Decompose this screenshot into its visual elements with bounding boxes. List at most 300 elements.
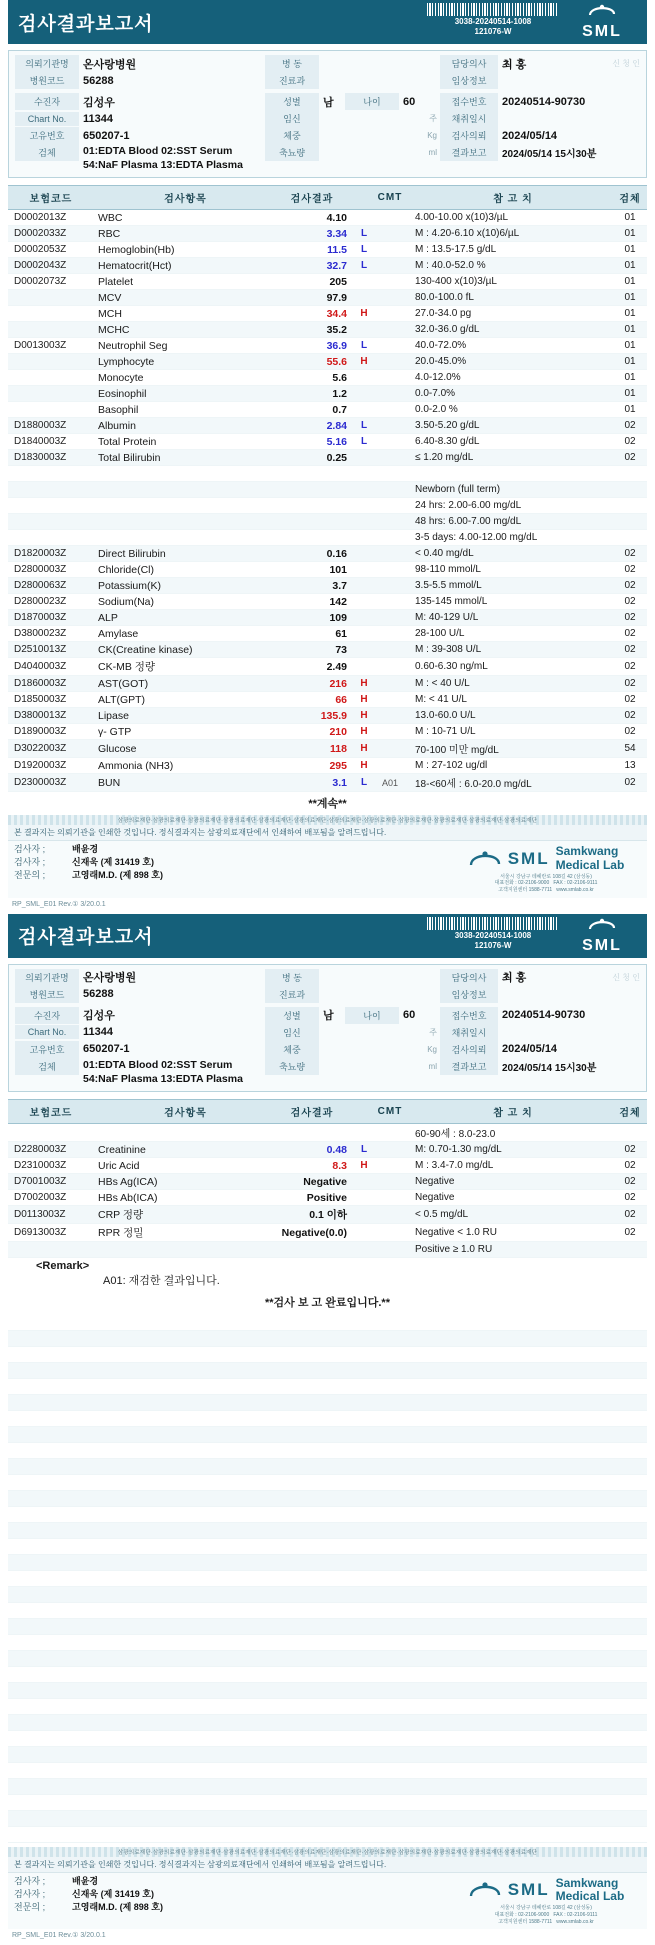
cell-ref: 20.0-45.0% — [405, 354, 613, 370]
footer-value-1: 신재욱 (제 31419 호) — [72, 857, 154, 868]
cell-flag — [353, 610, 375, 626]
cell-code — [8, 386, 90, 402]
table-row — [8, 514, 647, 530]
footer-logo-name — [556, 845, 625, 871]
cell-result: 295 — [275, 758, 353, 774]
cell-flag — [353, 514, 375, 530]
footer-signatures — [14, 843, 451, 894]
cell-code — [8, 402, 90, 418]
cell-result: 0.7 — [275, 402, 353, 418]
cell-cmt — [375, 676, 405, 692]
label-chart-no-2: Chart No. — [15, 1025, 79, 1039]
cell-name: Total Protein — [90, 434, 275, 450]
cell-cmt — [375, 226, 405, 242]
cell-flag: H — [353, 676, 375, 692]
cell-result: 55.6 — [275, 354, 353, 370]
results-header-row-2 — [8, 1100, 647, 1124]
cell-ref: 0.0-7.0% — [405, 386, 613, 402]
cell-spec: 01 — [613, 210, 647, 226]
cell-ref: ≤ 1.20 mg/dL — [405, 450, 613, 466]
cell-code: D3022003Z — [8, 740, 90, 758]
barcode-number-p2: 3038-20240514-1008 — [454, 930, 532, 940]
cell-name: γ- GTP — [90, 724, 275, 740]
cell-result: 0.16 — [275, 546, 353, 562]
blank-row — [8, 1394, 647, 1410]
footer-value-1-2: 신재욱 (제 31419 호) — [72, 1888, 154, 1899]
cell-code: D0002053Z — [8, 242, 90, 258]
cell-flag — [353, 402, 375, 418]
cell-cmt — [375, 642, 405, 658]
label-request-date-2: 검사의뢰 — [440, 1041, 498, 1058]
blank-row — [8, 1794, 647, 1810]
label-hospital-code-2: 병원코드 — [15, 986, 79, 1003]
cell-result: 4.10 — [275, 210, 353, 226]
label-accession-2: 접수번호 — [440, 1007, 498, 1024]
cell-ref: M : < 40 U/L — [405, 676, 613, 692]
cell-ref: 4.00-10.00 x(10)3/µL — [405, 210, 613, 226]
cell-ref: M : 10-71 U/L — [405, 724, 613, 740]
value-reg-no-2: 650207-1 — [83, 1043, 130, 1056]
cell-code: D1880003Z — [8, 418, 90, 434]
footer-logo — [451, 843, 641, 894]
cell-name: Sodium(Na) — [90, 594, 275, 610]
blank-row — [8, 1666, 647, 1682]
cell-code: D2280003Z — [8, 1142, 90, 1158]
cell-spec: 13 — [613, 758, 647, 774]
cell-cmt — [375, 274, 405, 290]
footer-line-2-2 — [14, 1901, 451, 1914]
table-row — [8, 676, 647, 692]
cell-name: ALP — [90, 610, 275, 626]
value-request-date-2: 2024/05/14 — [502, 1043, 558, 1056]
cell-name: Glucose — [90, 740, 275, 758]
col-flag-2 — [353, 1100, 375, 1124]
cell-name: Monocyte — [90, 370, 275, 386]
label-urine-volume: 축뇨량 — [265, 144, 319, 161]
label-reg-no: 고유번호 — [15, 127, 79, 144]
cell-name: Lipase — [90, 708, 275, 724]
cell-ref: 3.5-5.5 mmol/L — [405, 578, 613, 594]
cell-ref: Negative — [405, 1190, 613, 1206]
cell-result: 73 — [275, 642, 353, 658]
footer-address: 서울시 강남구 테헤란로 108길 42 (삼성동) 대표전화 : 02-2106-9000 FAX : 02-2106-9111 고객지원센터 1588-7711 www.smlab.co.kr — [494, 873, 598, 894]
cell-flag: L — [353, 434, 375, 450]
cell-code — [8, 370, 90, 386]
results-body-page2 — [8, 1124, 647, 1258]
cell-result: 36.9 — [275, 338, 353, 354]
cell-code: D0013003Z — [8, 338, 90, 354]
table-row — [8, 306, 647, 322]
cell-name — [90, 466, 275, 482]
cell-result: 2.84 — [275, 418, 353, 434]
col-result-2: 검사결과 — [275, 1100, 353, 1124]
cell-result: 8.3 — [275, 1158, 353, 1174]
sml-swirl-icon-footer-2 — [468, 1880, 502, 1900]
cell-flag — [353, 530, 375, 546]
label-sex-2: 성별 — [265, 1007, 319, 1024]
value-age-2: 60 — [403, 1009, 416, 1022]
footer-revision-2: RP_SML_E01 Rev.① 3/20.0.1 — [12, 1932, 106, 1940]
value-doctor: 최 홍 — [502, 58, 527, 71]
cell-ref: M: 0.70-1.30 mg/dL — [405, 1142, 613, 1158]
table-row — [8, 546, 647, 562]
cell-flag: L — [353, 774, 375, 792]
cell-ref: < 0.5 mg/dL — [405, 1206, 613, 1224]
cell-cmt — [375, 370, 405, 386]
cell-code: D2800063Z — [8, 578, 90, 594]
cell-ref: 70-100 미만 mg/dL — [405, 740, 613, 758]
cell-code: D2310003Z — [8, 1158, 90, 1174]
blank-row — [8, 1330, 647, 1346]
blank-row — [8, 1458, 647, 1474]
blank-row — [8, 1714, 647, 1730]
cell-result: 0.1 이하 — [275, 1206, 353, 1224]
cell-ref: M : 40.0-52.0 % — [405, 258, 613, 274]
table-row — [8, 290, 647, 306]
cell-ref: M : 3.4-7.0 mg/dL — [405, 1158, 613, 1174]
table-row — [8, 1158, 647, 1174]
cell-spec: 02 — [613, 562, 647, 578]
blank-row — [8, 1650, 647, 1666]
cell-cmt — [375, 740, 405, 758]
cell-code: D1820003Z — [8, 546, 90, 562]
cell-name: Potassium(K) — [90, 578, 275, 594]
cell-flag — [353, 1190, 375, 1206]
blank-row — [8, 1490, 647, 1506]
cell-flag — [353, 1206, 375, 1224]
blank-row — [8, 1474, 647, 1490]
cell-spec: 02 — [613, 692, 647, 708]
remark-label: <Remark> — [36, 1260, 90, 1273]
cell-code: D2800003Z — [8, 562, 90, 578]
label-weight-2: 체중 — [265, 1041, 319, 1058]
cell-flag: H — [353, 692, 375, 708]
cell-ref: 13.0-60.0 U/L — [405, 708, 613, 724]
cell-flag — [353, 322, 375, 338]
title-bar — [8, 0, 647, 44]
cell-cmt — [375, 610, 405, 626]
cell-ref: 3.50-5.20 g/dL — [405, 418, 613, 434]
table-row — [8, 418, 647, 434]
cell-name: Direct Bilirubin — [90, 546, 275, 562]
cell-spec: 02 — [613, 676, 647, 692]
label-ward: 병 동 — [265, 55, 319, 72]
col-spec: 검체 — [613, 186, 647, 210]
value-sex-2: 남 — [323, 1010, 334, 1023]
table-row — [8, 210, 647, 226]
cell-result — [275, 514, 353, 530]
table-row — [8, 740, 647, 758]
footer-strip-2: 삼광의료재단·삼광의료재단·삼광의료재단·삼광의료재단·삼광의료재단·삼광의료재단·삼광의료재단·삼광의료재단·삼광의료재단·삼광의료재단·삼광의료재단·삼광의료재단 — [8, 1847, 647, 1857]
cell-flag — [353, 450, 375, 466]
footer-value-0: 배윤경 — [72, 844, 99, 855]
value-institution: 온사랑병원 — [83, 58, 137, 71]
cell-name: Platelet — [90, 274, 275, 290]
value-request-date: 2024/05/14 — [502, 129, 558, 142]
cell-spec: 02 — [613, 1158, 647, 1174]
cell-cmt — [375, 322, 405, 338]
cell-code — [8, 1124, 90, 1142]
cell-name: HBs Ab(ICA) — [90, 1190, 275, 1206]
label-dept-2: 진료과 — [265, 986, 319, 1003]
cell-spec: 01 — [613, 258, 647, 274]
blank-row — [8, 1826, 647, 1842]
label-pregnant: 임신 — [265, 110, 319, 127]
cell-name: CK-MB 정량 — [90, 658, 275, 676]
cell-result — [275, 466, 353, 482]
cell-code: D3800013Z — [8, 708, 90, 724]
results-body-page1 — [8, 210, 647, 792]
cell-result: 1.2 — [275, 386, 353, 402]
cell-flag — [353, 498, 375, 514]
cell-code — [8, 482, 90, 498]
cell-code — [8, 498, 90, 514]
cell-name: Basophil — [90, 402, 275, 418]
cell-spec: 02 — [613, 546, 647, 562]
cell-spec: 01 — [613, 354, 647, 370]
cell-spec: 02 — [613, 642, 647, 658]
cell-flag — [353, 1174, 375, 1190]
table-row — [8, 610, 647, 626]
cell-ref: 3-5 days: 4.00-12.00 mg/dL — [405, 530, 613, 546]
table-row — [8, 1224, 647, 1242]
label-sign: 신 청 인 — [612, 59, 640, 68]
value-hospital-code-2: 56288 — [83, 988, 114, 1001]
unit-pregnant: 주 — [429, 114, 437, 123]
label-collected: 채취일시 — [440, 110, 498, 127]
col-code-2: 보험코드 — [8, 1100, 90, 1124]
cell-code: D0002013Z — [8, 210, 90, 226]
cell-name: Hematocrit(Hct) — [90, 258, 275, 274]
sml-swirl-icon — [587, 2, 617, 18]
report-page-2 — [0, 914, 655, 1945]
cell-name — [90, 1124, 275, 1142]
unit-pregnant-2: 주 — [429, 1027, 437, 1037]
cell-flag — [353, 626, 375, 642]
cell-ref: 27.0-34.0 pg — [405, 306, 613, 322]
blank-row — [8, 1778, 647, 1794]
cell-name: Amylase — [90, 626, 275, 642]
cell-name — [90, 1242, 275, 1258]
cell-name: Albumin — [90, 418, 275, 434]
blank-row — [8, 1378, 647, 1394]
cell-name: CK(Creatine kinase) — [90, 642, 275, 658]
col-ref-2: 참 고 치 — [405, 1100, 613, 1124]
footer-signatures-2 — [14, 1875, 451, 1926]
sml-logo-icon-2 — [567, 916, 637, 955]
label-institution: 의뢰기관명 — [15, 55, 79, 72]
label-age-2: 나이 — [345, 1007, 399, 1024]
cell-name: AST(GOT) — [90, 676, 275, 692]
label-accession: 접수번호 — [440, 93, 498, 110]
cell-spec: 02 — [613, 418, 647, 434]
cell-spec — [613, 530, 647, 546]
blank-row — [8, 1346, 647, 1362]
unit-weight-2: Kg — [427, 1044, 437, 1054]
cell-ref: 48 hrs: 6.00-7.00 mg/dL — [405, 514, 613, 530]
table-row — [8, 1190, 647, 1206]
footer-logo-name1-2: Samkwang — [555, 1875, 619, 1890]
barcode-image-2 — [427, 917, 559, 930]
blank-rows — [8, 1314, 647, 1842]
cell-flag: H — [353, 708, 375, 724]
cell-result: Positive — [275, 1190, 353, 1206]
cell-spec: 01 — [613, 402, 647, 418]
blank-row — [8, 1762, 647, 1778]
table-row — [8, 1142, 647, 1158]
label-ward-2: 병 동 — [265, 969, 319, 986]
label-patient-2: 수진자 — [15, 1007, 79, 1024]
cell-code: D1850003Z — [8, 692, 90, 708]
label-doctor-2: 담당의사 — [440, 969, 498, 986]
blank-row — [8, 1618, 647, 1634]
cell-cmt — [375, 434, 405, 450]
cell-code: D4040003Z — [8, 658, 90, 676]
footer-value-0-2: 배윤경 — [72, 1875, 99, 1886]
cell-spec: 02 — [613, 434, 647, 450]
label-clinical-info-2: 임상정보 — [440, 986, 498, 1003]
table-row — [8, 450, 647, 466]
cell-cmt — [375, 482, 405, 498]
sml-swirl-icon-footer — [468, 849, 502, 869]
label-sex: 성별 — [265, 93, 319, 110]
cell-name: Ammonia (NH3) — [90, 758, 275, 774]
blank-row — [8, 1730, 647, 1746]
cell-code — [8, 290, 90, 306]
cell-spec: 02 — [613, 450, 647, 466]
cell-ref: 60-90세 : 8.0-23.0 — [405, 1124, 613, 1142]
cell-name: MCHC — [90, 322, 275, 338]
cell-ref: M: < 41 U/L — [405, 692, 613, 708]
cell-result: 109 — [275, 610, 353, 626]
cell-cmt — [375, 708, 405, 724]
cell-ref: 0.0-2.0 % — [405, 402, 613, 418]
col-cmt: CMT — [375, 186, 405, 210]
cell-cmt — [375, 1242, 405, 1258]
cell-cmt — [375, 530, 405, 546]
cell-ref: M : 4.20-6.10 x(10)6/µL — [405, 226, 613, 242]
cell-spec: 01 — [613, 274, 647, 290]
cell-name — [90, 514, 275, 530]
footer-label-0: 검사자 ; — [14, 844, 46, 855]
cell-ref: Positive ≥ 1.0 RU — [405, 1242, 613, 1258]
cell-name: WBC — [90, 210, 275, 226]
label-dept: 진료과 — [265, 72, 319, 89]
cell-spec: 01 — [613, 226, 647, 242]
label-clinical-info: 임상정보 — [440, 72, 498, 89]
table-row — [8, 434, 647, 450]
cell-ref: M: 40-129 U/L — [405, 610, 613, 626]
cell-flag: L — [353, 418, 375, 434]
cell-cmt — [375, 210, 405, 226]
footer-note-2: 본 결과지는 의뢰기관을 인쇄한 것입니다. 정식결과지는 삼광의료재단에서 인쇄하여 배포됨을 알려드립니다. — [8, 1857, 647, 1873]
col-cmt-2: CMT — [375, 1100, 405, 1124]
page-footer-2 — [8, 1847, 647, 1945]
barcode-number-2: 121076-W — [474, 27, 512, 36]
table-row — [8, 578, 647, 594]
label-sign-2: 신 청 인 — [612, 972, 640, 982]
cell-ref: 80.0-100.0 fL — [405, 290, 613, 306]
table-row — [8, 482, 647, 498]
table-row — [8, 338, 647, 354]
cell-code: D1890003Z — [8, 724, 90, 740]
cell-code: D0002033Z — [8, 226, 90, 242]
cell-code — [8, 530, 90, 546]
barcode-area-2 — [427, 917, 559, 951]
footer-line-1 — [14, 856, 451, 869]
sml-logo-icon — [567, 2, 637, 41]
label-report-date: 결과보고 — [440, 144, 498, 161]
cell-code: D7001003Z — [8, 1174, 90, 1190]
cell-ref: Negative < 1.0 RU — [405, 1224, 613, 1242]
col-flag — [353, 186, 375, 210]
cell-cmt — [375, 418, 405, 434]
cell-ref: 24 hrs: 2.00-6.00 mg/dL — [405, 498, 613, 514]
cell-code: D1830003Z — [8, 450, 90, 466]
value-accession-2: 20240514-90730 — [502, 1009, 586, 1022]
cell-cmt — [375, 546, 405, 562]
cell-code — [8, 354, 90, 370]
cell-code: D3800023Z — [8, 626, 90, 642]
col-spec-2: 검체 — [613, 1100, 647, 1124]
cell-flag — [353, 370, 375, 386]
cell-cmt — [375, 402, 405, 418]
cell-spec: 02 — [613, 626, 647, 642]
sml-logo-text: SML — [582, 23, 622, 40]
footer-label-2: 전문의 ; — [14, 870, 46, 881]
cell-code: D6913003Z — [8, 1224, 90, 1242]
label-urine-volume-2: 축뇨량 — [265, 1058, 319, 1075]
cell-code: D0113003Z — [8, 1206, 90, 1224]
cell-spec: 01 — [613, 306, 647, 322]
cell-spec: 02 — [613, 1142, 647, 1158]
cell-cmt — [375, 386, 405, 402]
table-row — [8, 594, 647, 610]
cell-ref: M : 39-308 U/L — [405, 642, 613, 658]
cell-spec — [613, 466, 647, 482]
cell-name: Eosinophil — [90, 386, 275, 402]
cell-result: 135.9 — [275, 708, 353, 724]
footer-logo-2 — [451, 1875, 641, 1926]
cell-spec — [613, 514, 647, 530]
value-chart-no: 11344 — [83, 112, 113, 125]
label-hospital-code: 병원코드 — [15, 72, 79, 89]
cell-code — [8, 306, 90, 322]
cell-result: 5.6 — [275, 370, 353, 386]
cell-cmt — [375, 578, 405, 594]
table-row — [8, 1174, 647, 1190]
cell-result: 35.2 — [275, 322, 353, 338]
page-footer-1 — [8, 815, 647, 914]
cell-ref: 98-110 mmol/L — [405, 562, 613, 578]
cell-cmt — [375, 658, 405, 676]
col-ref: 참 고 치 — [405, 186, 613, 210]
table-row — [8, 1242, 647, 1258]
cell-cmt — [375, 466, 405, 482]
value-specimen-2: 01:EDTA Blood 02:SST Serum 54:NaF Plasma 13:EDTA Plasma — [83, 1058, 243, 1086]
table-row — [8, 1124, 647, 1142]
table-row — [8, 692, 647, 708]
cell-flag — [353, 210, 375, 226]
cell-spec: 54 — [613, 740, 647, 758]
col-name: 검사항목 — [90, 186, 275, 210]
blank-filler-table — [8, 1314, 647, 1843]
cell-cmt — [375, 354, 405, 370]
cell-ref: 6.40-8.30 g/dL — [405, 434, 613, 450]
cell-flag: H — [353, 354, 375, 370]
cell-result — [275, 1242, 353, 1258]
cell-ref: M : 27-102 ug/dl — [405, 758, 613, 774]
